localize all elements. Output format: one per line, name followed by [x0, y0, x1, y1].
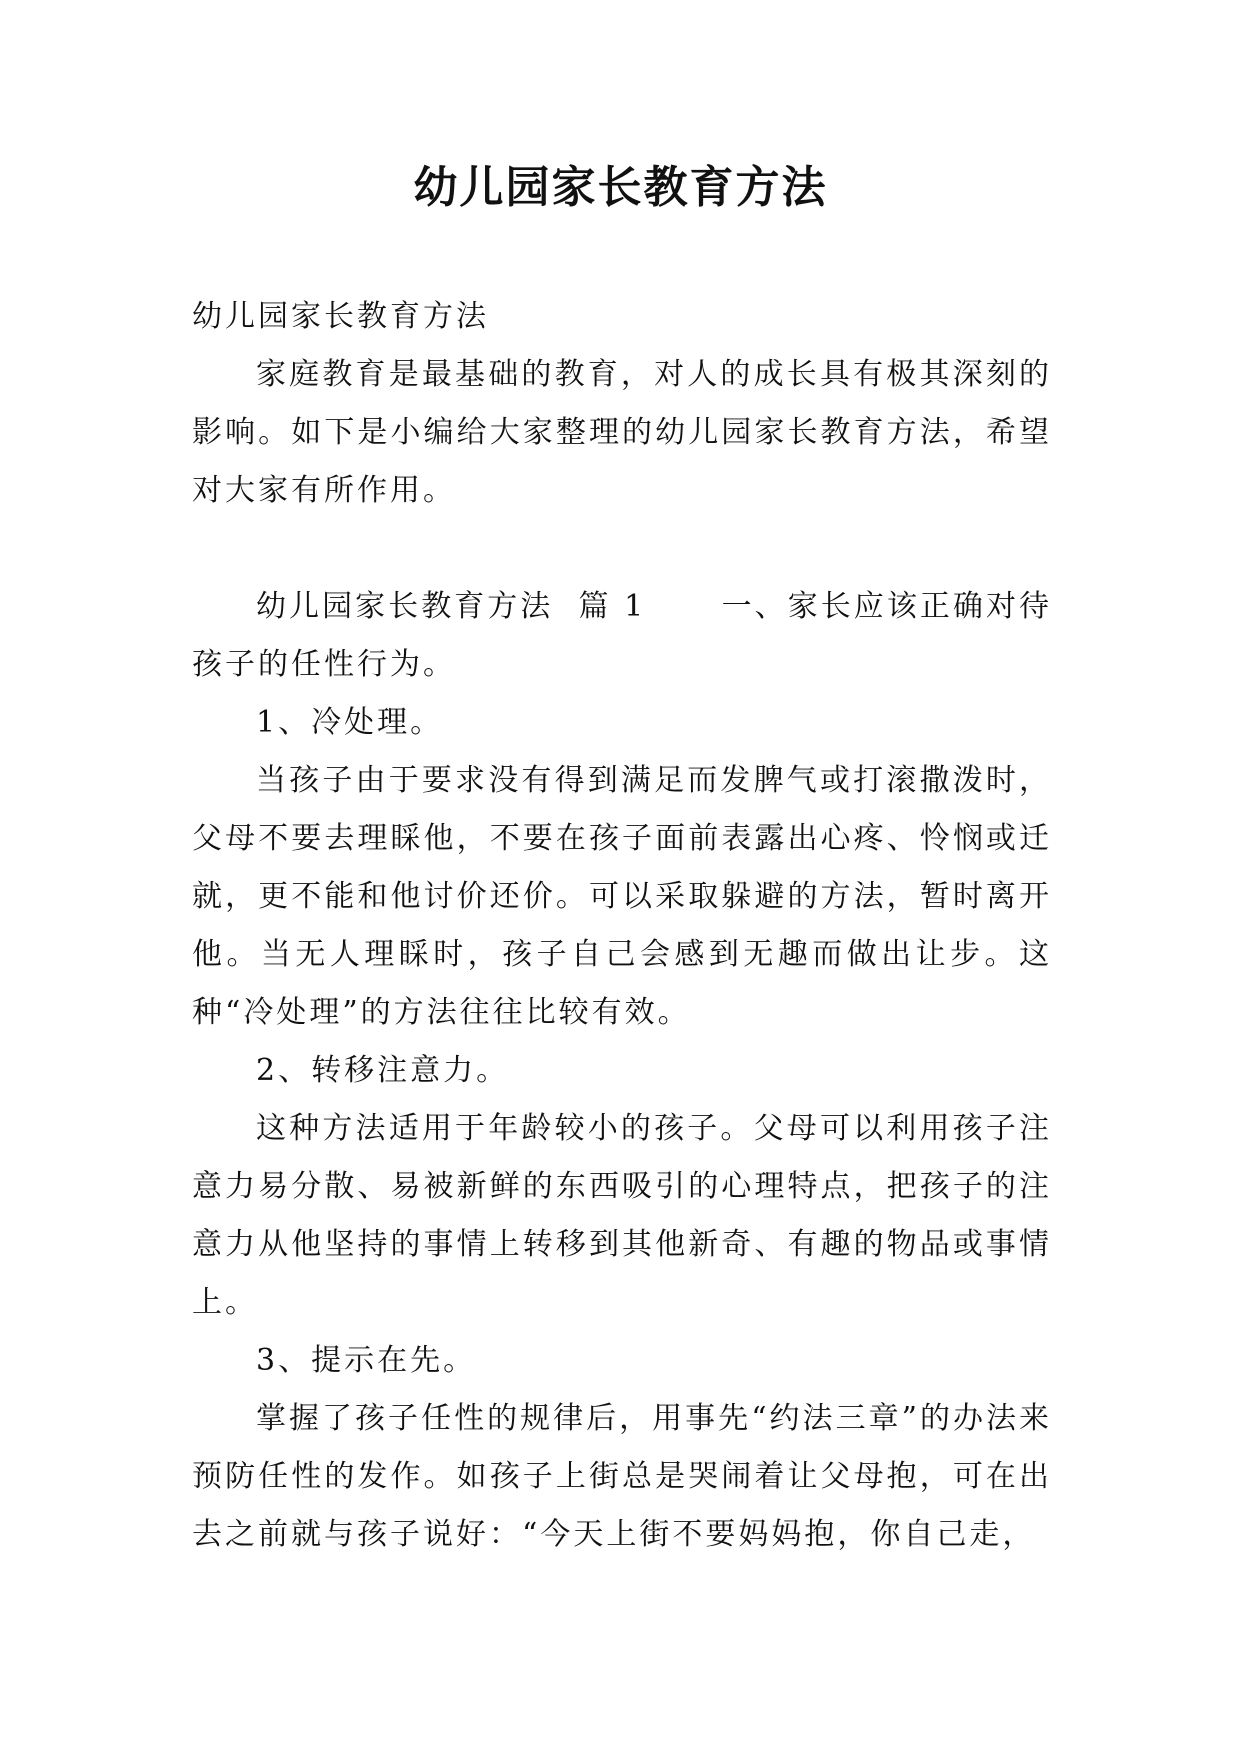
document-title: 幼儿园家长教育方法 — [413, 162, 828, 213]
item-heading-3: 3、提示在先。 — [256, 1343, 477, 1378]
item-heading-1: 1、冷处理。 — [256, 705, 444, 740]
section-heading: 幼儿园家长教育方法 篇 1 一、家长应该正确对待孩子的任性行为。 — [192, 589, 1052, 682]
item-body-3: 掌握了孩子任性的规律后，用事先“约法三章”的办法来预防任性的发作。如孩子上街总是哭闹着让父母抱，可在出去之前就与孩子说好：“今天上街不要妈妈抱，你自己走， — [192, 1401, 1052, 1552]
intro-paragraph: 家庭教育是最基础的教育，对人的成长具有极其深刻的影响。如下是小编给大家整理的幼儿园家长教育方法，希望对大家有所作用。 — [192, 357, 1052, 508]
subtitle: 幼儿园家长教育方法 — [192, 299, 489, 334]
item-body-1: 当孩子由于要求没有得到满足而发脾气或打滚撒泼时，父母不要去理睬他，不要在孩子面前表露出心疼、怜悯或迁就，更不能和他讨价还价。可以采取躲避的方法，暂时离开他。当无人理睬时，孩子自己会感到无趣而做出让步。这种“冷处理”的方法往往比较有效。 — [192, 763, 1052, 1030]
item-heading-2: 2、转移注意力。 — [256, 1053, 510, 1088]
document-body — [192, 288, 1052, 1564]
item-body-2: 这种方法适用于年龄较小的孩子。父母可以利用孩子注意力易分散、易被新鲜的东西吸引的心理特点，把孩子的注意力从他坚持的事情上转移到其他新奇、有趣的物品或事情上。 — [192, 1111, 1052, 1320]
